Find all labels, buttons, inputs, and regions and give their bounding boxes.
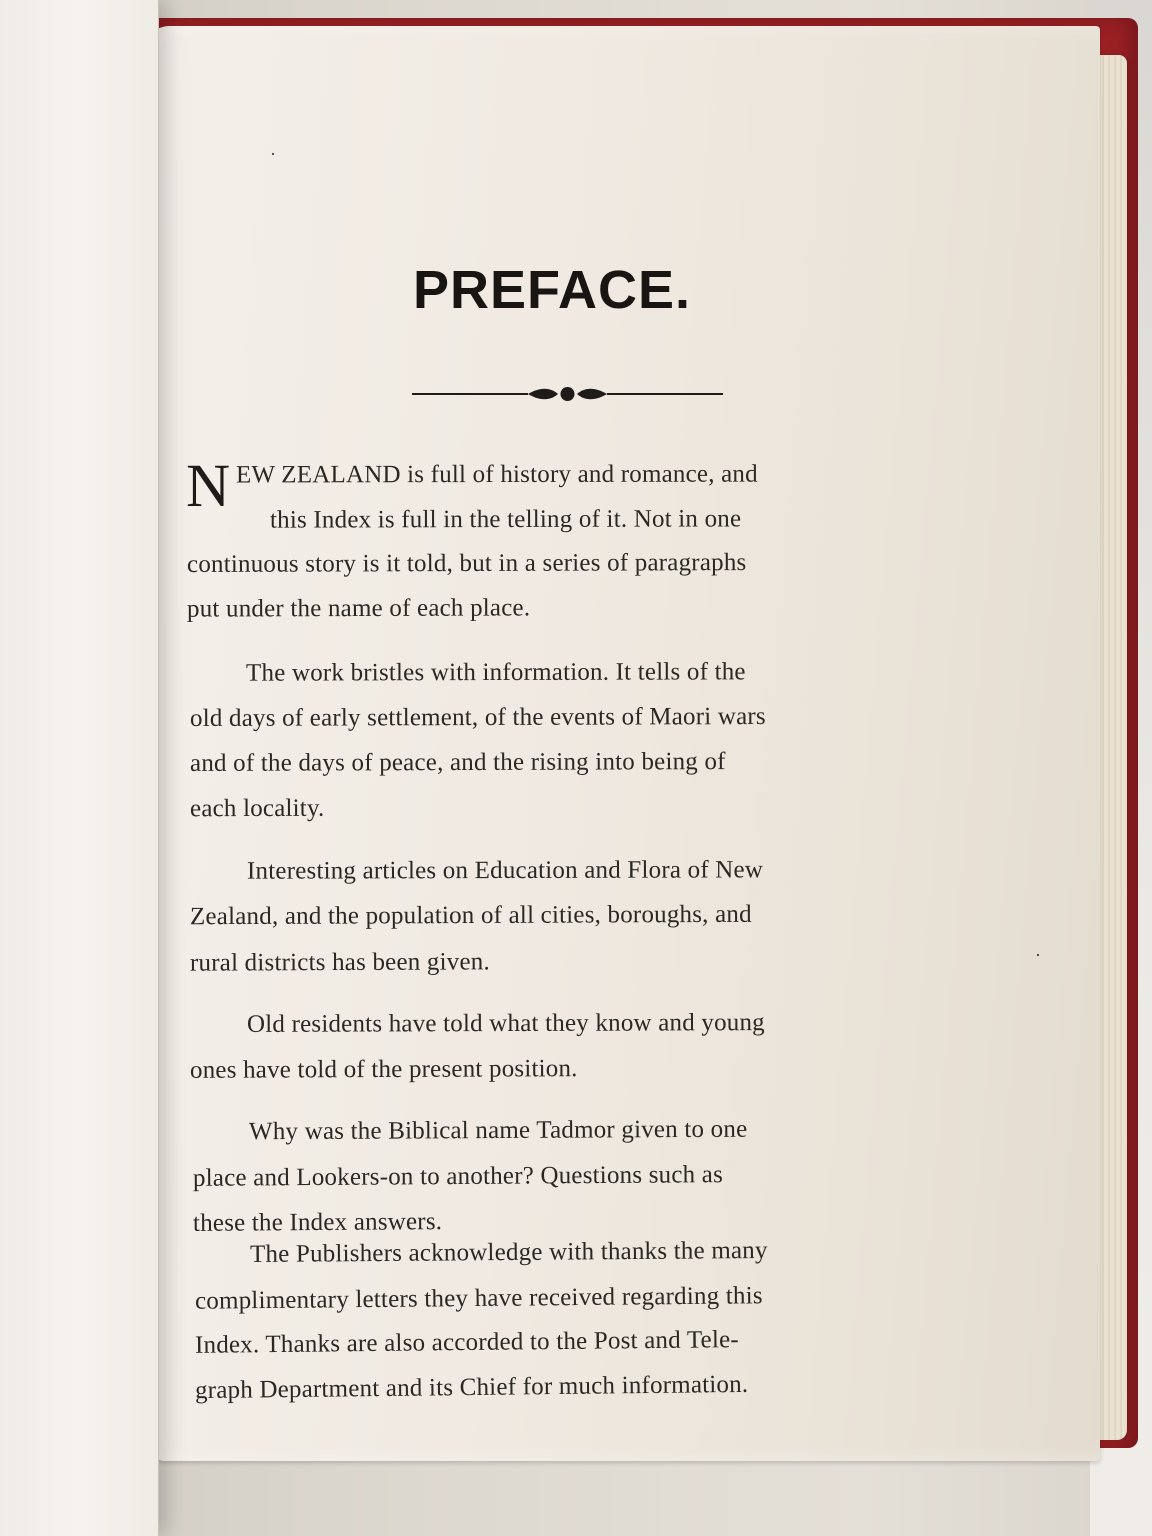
ornament-divider xyxy=(410,383,725,405)
paragraph-2-line-3: and of the days of peace, and the rising into being of xyxy=(189,748,726,777)
ornament-dot-left xyxy=(550,392,555,397)
paragraph-1-line-3: continuous story is it told, but in a series of paragraphs xyxy=(186,549,747,578)
paragraph-6-line-1: The Publishers acknowledge with thanks the many xyxy=(249,1236,768,1269)
paragraph-6-line-3: Index. Thanks are also accorded to the Post and Tele- xyxy=(194,1326,740,1359)
paragraph-4-line-1: Old residents have told what they know and young xyxy=(246,1009,765,1038)
paragraph-5-line-1: Why was the Biblical name Tadmor given to one xyxy=(248,1115,748,1146)
paragraph-2-line-4: each locality. xyxy=(189,794,325,823)
preface-heading: PREFACE. xyxy=(412,260,692,320)
paragraph-1-line-4: put under the name of each place. xyxy=(186,594,531,623)
ornament-center xyxy=(561,387,575,401)
small-mark: · xyxy=(1035,945,1041,965)
paragraph-4-line-2: ones have told of the present position. xyxy=(189,1055,578,1084)
paragraph-1-line-2: this Index is full in the telling of it. Not in one xyxy=(269,505,742,534)
paragraph-6-line-4: graph Department and its Chief for much information. xyxy=(194,1370,749,1405)
paragraph-2-line-2: old days of early settlement, of the events of Maori wars xyxy=(189,702,766,733)
small-mark: · xyxy=(270,144,276,164)
paragraph-3-line-1: Interesting articles on Education and Flora of New xyxy=(246,856,764,885)
paragraph-3-line-2: Zealand, and the population of all cities, boroughs, and xyxy=(189,900,752,931)
paragraph-5-line-2: place and Lookers-on to another? Questions such as xyxy=(192,1161,724,1192)
ornament-dot-right xyxy=(581,392,586,397)
drop-cap: N xyxy=(186,453,231,520)
paragraph-2-line-1: The work bristles with information. It tells of the xyxy=(245,658,746,687)
paragraph-5-line-3: these the Index answers. xyxy=(192,1208,443,1237)
left-page xyxy=(0,0,159,1536)
paragraph-1-line-1: EW ZEALAND is full of history and romance, and xyxy=(235,460,758,489)
paragraph-6-line-2: complimentary letters they have received regarding this xyxy=(194,1282,763,1315)
paragraph-3-line-3: rural districts has been given. xyxy=(189,948,490,977)
